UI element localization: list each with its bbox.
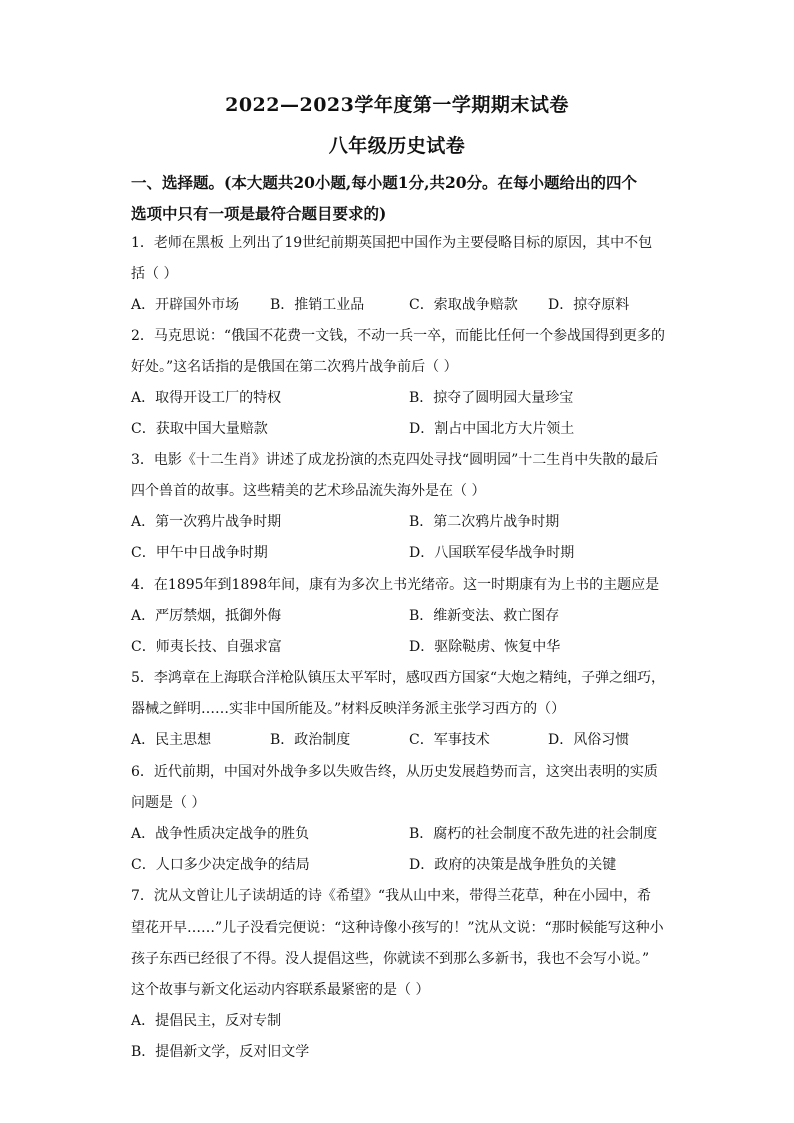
question-3-option-c[interactable]: C．甲午中日战争时期 — [131, 545, 268, 561]
exam-subtitle: 八年级历史试卷 — [328, 135, 466, 157]
question-4-option-c[interactable]: C．师夷长技、自强求富 — [131, 639, 282, 655]
question-7-option-a[interactable]: A．提倡民主，反对专制 — [131, 1013, 282, 1029]
question-2-option-b[interactable]: B．掠夺了圆明园大量珍宝 — [409, 390, 574, 406]
question-3-option-a[interactable]: A．第一次鸦片战争时期 — [131, 514, 282, 530]
question-2-option-d[interactable]: D．割占中国北方大片领土 — [409, 421, 575, 437]
question-5-option-c[interactable]: C．军事技术 — [409, 732, 490, 748]
question-1-option-d[interactable]: D．掠夺原料 — [548, 297, 630, 313]
question-5-stem-line-2: 器械之鲜明……实非中国所能及。”材料反映洋务派主张学习西方的（） — [131, 701, 566, 717]
question-6-option-d[interactable]: D．政府的决策是战争胜负的关键 — [409, 857, 617, 873]
question-3-stem-line-2: 四个兽首的故事。这些精美的艺术珍品流失海外是在（ ） — [131, 483, 486, 499]
question-3-option-d[interactable]: D．八国联军侵华战争时期 — [409, 545, 575, 561]
question-1-option-a[interactable]: A．开辟国外市场 — [131, 297, 240, 313]
question-5-option-a[interactable]: A．民主思想 — [131, 732, 212, 748]
question-3-option-b[interactable]: B．第二次鸦片战争时期 — [409, 514, 560, 530]
question-2-stem-line-1: 2．马克思说：“俄国不花费一文钱，不动一兵一卒，而能比任何一个参战国得到更多的 — [131, 328, 666, 344]
question-2-option-a[interactable]: A．取得开设工厂的特权 — [131, 390, 282, 406]
question-4-option-d[interactable]: D．驱除鞑虏、恢复中华 — [409, 639, 561, 655]
question-6-stem-line-1: 6．近代前期，中国对外战争多以失败告终，从历史发展趋势而言，这突出表明的实质 — [131, 764, 658, 780]
question-6-option-c[interactable]: C．人口多少决定战争的结局 — [131, 857, 310, 873]
question-4-stem-line-1: 4．在1895年到1898年间，康有为多次上书光绪帝。这一时期康有为上书的主题应是 — [131, 577, 660, 593]
question-1-stem-line-2: 括（ ） — [131, 266, 178, 282]
question-4-option-b[interactable]: B．维新变法、救亡图存 — [409, 608, 560, 624]
question-7-stem-line-1: 7．沈从文曾让儿子读胡适的诗《希望》“我从山中来，带得兰花草，种在小园中，希 — [131, 888, 652, 904]
question-1-stem-line-1: 1．老师在黑板 上列出了19世纪前期英国把中国作为主要侵略目标的原因，其中不包 — [131, 235, 653, 251]
question-5-option-d[interactable]: D．风俗习惯 — [548, 732, 630, 748]
question-7-option-b[interactable]: B．提倡新文学，反对旧文学 — [131, 1044, 310, 1060]
question-6-stem-line-2: 问题是（ ） — [131, 795, 206, 811]
question-7-stem-line-4: 这个故事与新文化运动内容联系最紧密的是（ ） — [131, 982, 430, 998]
question-5-stem-line-1: 5．李鸿章在上海联合洋枪队镇压太平军时，感叹西方国家“大炮之精纯，子弹之细巧， — [131, 670, 666, 686]
question-6-option-a[interactable]: A．战争性质决定战争的胜负 — [131, 826, 310, 842]
question-4-option-a[interactable]: A．严厉禁烟，抵御外侮 — [131, 608, 282, 624]
question-7-stem-line-3: 孩子东西已经很了不得。没人提倡这些，你就读不到那么多新书，我也不会写小说。” — [131, 951, 650, 967]
question-6-option-b[interactable]: B．腐朽的社会制度不敌先进的社会制度 — [409, 826, 658, 842]
question-2-stem-line-2: 好处。”这名话指的是俄国在第二次鸦片战争前后（ ） — [131, 359, 458, 375]
section-heading-line-1: 一、选择题。(本大题共20小题,每小题1分,共20分。在每小题给出的四个 — [131, 173, 638, 192]
question-7-stem-line-2: 望花开早……”儿子没看完便说：“这种诗像小孩写的！”沈从文说：“那时候能写这种小 — [131, 920, 664, 936]
question-1-option-c[interactable]: C．索取战争赔款 — [409, 297, 518, 313]
question-5-option-b[interactable]: B．政治制度 — [270, 732, 351, 748]
section-heading-line-2: 选项中只有一项是最符合题目要求的) — [131, 204, 387, 223]
question-2-option-c[interactable]: C．获取中国大量赔款 — [131, 421, 268, 437]
question-1-option-b[interactable]: B．推销工业品 — [270, 297, 365, 313]
question-3-stem-line-1: 3．电影《十二生肖》讲述了成龙扮演的杰克四处寻找“圆明园”十二生肖中失散的最后 — [131, 452, 659, 468]
exam-title: 2022—2023学年度第一学期期末试卷 — [225, 94, 569, 116]
